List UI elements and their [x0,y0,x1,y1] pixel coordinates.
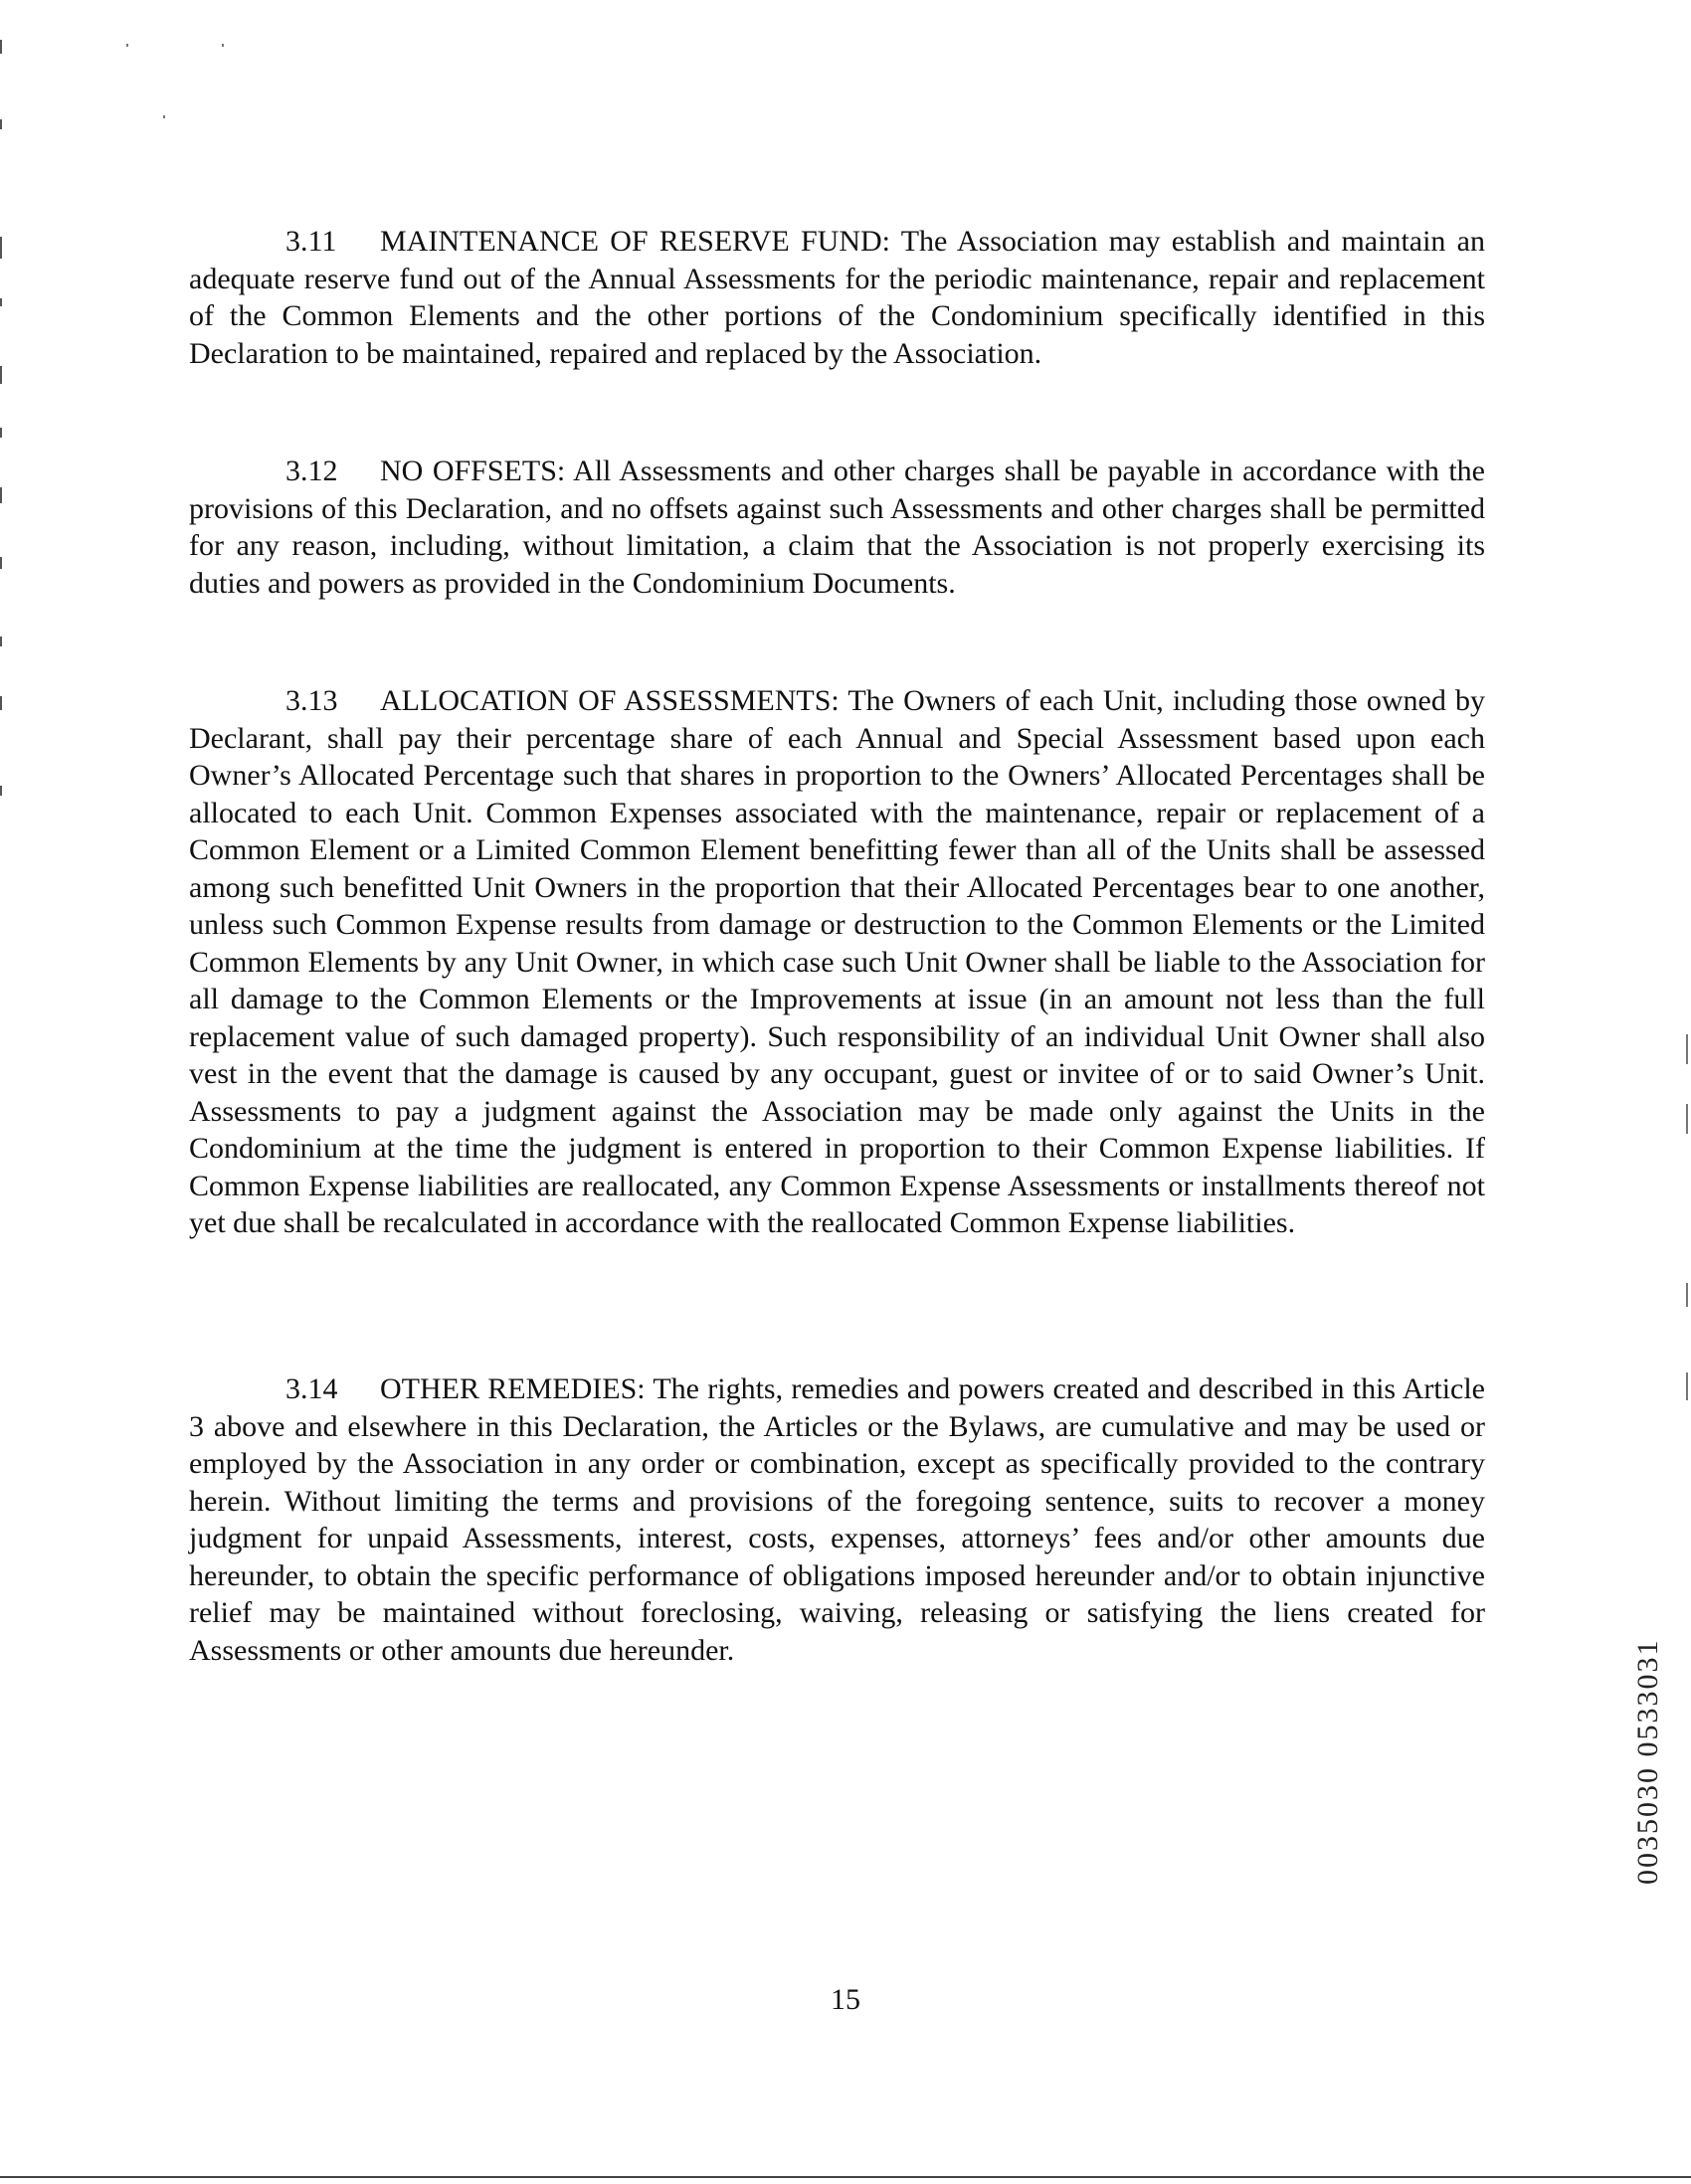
section-number: 3.14 [285,1372,338,1405]
section-text: MAINTENANCE OF RESERVE FUND: The Association may establish and maintain an adequate reserve fund out of the Annual Assessments for the periodic maintenance, repair and replacement of the Common Elements and the other portions of the Condominium specifically identified in this Declaration to be maintained, repaired and replaced by the Association. [189,225,1485,370]
section-text: OTHER REMEDIES: The rights, remedies and powers created and described in this Article 3 above and elsewhere in this Declaration, the Articles or the Bylaws, are cumulative and may be used or employed by the Association in any order or combination, except as specifically provided to the contrary herein. Without limiting the terms and provisions of the foregoing sentence, suits to recover a money judgment for unpaid Assessments, interest, costs, expenses, attorneys’ fees and/or other amounts due hereunder, to obtain the specific performance of obligations imposed hereunder and/or to obtain injunctive relief may be maintained without foreclosing, waiving, releasing or satisfying the liens created for Assessments or other amounts due hereunder. [189,1372,1485,1667]
right-edge-scan-marks [1686,0,1689,2184]
section-number: 3.12 [285,455,338,487]
left-edge-scan-marks [0,0,4,2184]
section-number: 3.13 [285,684,338,717]
bottom-scan-edge [0,2176,1691,2178]
section-3-12 [189,453,1485,602]
section-number: 3.11 [285,225,337,258]
section-3-14 [189,1370,1485,1669]
scan-speck [222,44,224,47]
section-3-11 [189,223,1485,372]
section-3-13 [189,682,1485,1242]
scan-speck [163,115,165,118]
scan-speck [126,44,128,47]
recording-stamp: 0035030 0533031 [1631,1638,1664,1885]
section-text: ALLOCATION OF ASSESSMENTS: The Owners of each Unit, including those owned by Declarant, shall pay their percentage share of each Annual and Special Assessment based upon each Owner’s Allocated Percentage such that shares in proportion to the Owners’ Allocated Percentages shall be allocated to each Unit. Common Expenses associated with the maintenance, repair or replacement of a Common Element or a Limited Common Element benefitting fewer than all of the Units shall be assessed among such benefitted Unit Owners in the proportion that their Allocated Percentages bear to one another, unless such Common Expense results from damage or destruction to the Common Elements or the Limited Common Elements by any Unit Owner, in which case such Unit Owner shall be liable to the Association for all damage to the Common Elements or the Improvements at issue (in an amount not less than the full replacement value of such damaged property). Such responsibility of an individual Unit Owner shall also vest in the event that the damage is caused by any occupant, guest or invitee of or to said Owner’s Unit. Assessments to pay a judgment against the Association may be made only against the Units in the Condominium at the time the judgment is entered in proportion to their Common Expense liabilities. If Common Expense liabilities are reallocated, any Common Expense Assessments or installments thereof not yet due shall be recalculated in accordance with the reallocated Common Expense liabilities. [189,684,1485,1239]
page-number: 15 [831,1983,860,2016]
section-text: NO OFFSETS: All Assessments and other charges shall be payable in accordance with the provisions of this Declaration, and no offsets against such Assessments and other charges shall be permitted for any reason, including, without limitation, a claim that the Association is not properly exercising its duties and powers as provided in the Condominium Documents. [189,455,1485,600]
